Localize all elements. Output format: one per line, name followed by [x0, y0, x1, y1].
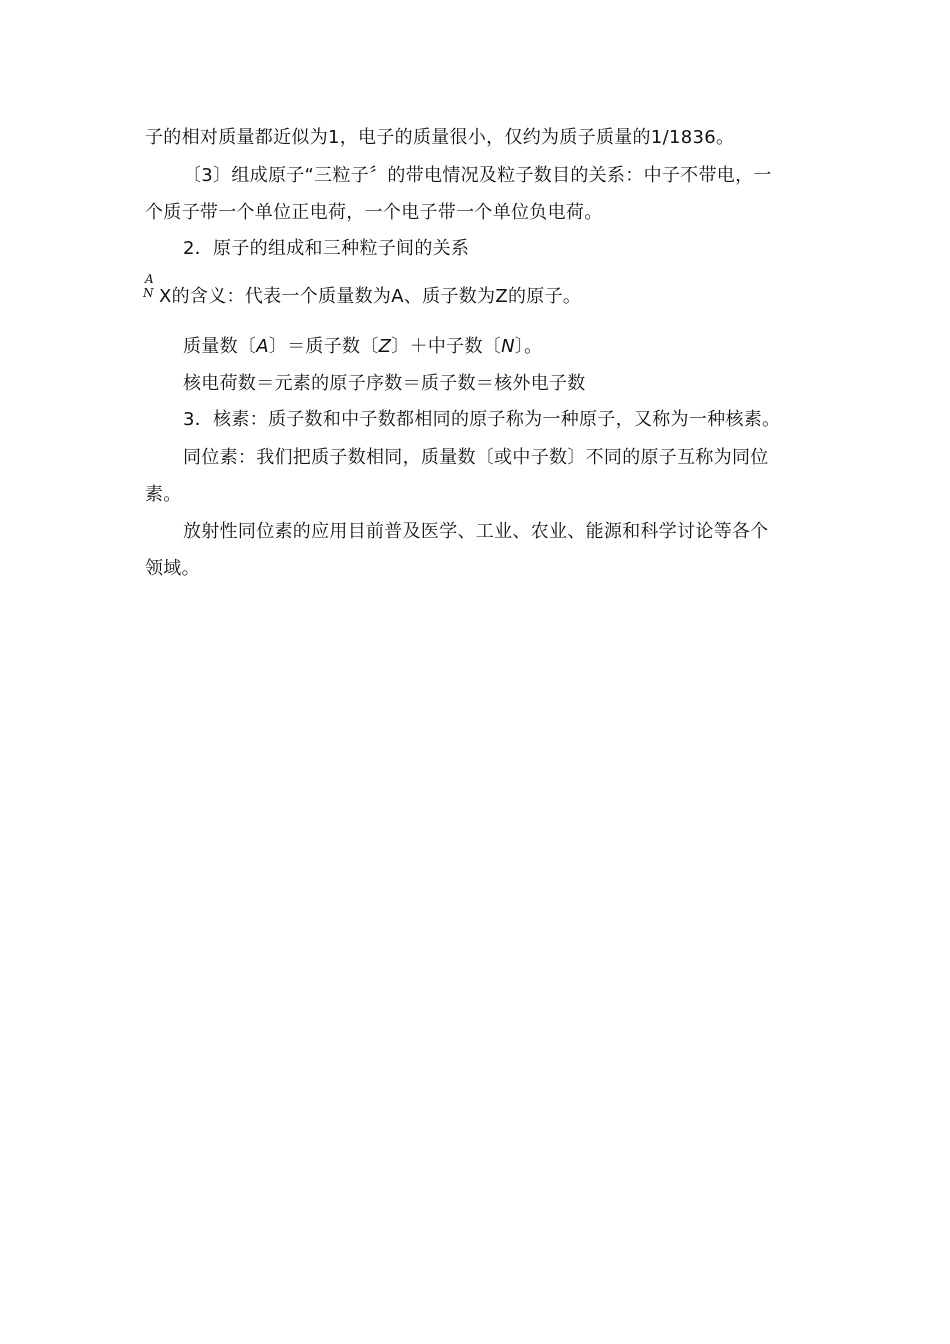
isotope-definition-line-2: 素。 [145, 484, 182, 505]
formula-symbol-a: A [256, 336, 269, 357]
radioactive-isotope-line-1: 放射性同位素的应用目前普及医学、工业、农业、能源和科学讨论等各个 [183, 521, 769, 542]
isotope-definition-line-1: 同位素：我们把质子数相同，质量数〔或中子数〕不同的原子互称为同位 [183, 447, 769, 468]
paragraph-line-3: 个质子带一个单位正电荷，一个电子带一个单位负电荷。 [145, 202, 603, 223]
nuclide-notation [143, 273, 159, 303]
nuclear-charge-equation: 核电荷数＝元素的原子序数＝质子数＝核外电子数 [183, 373, 586, 394]
formula-symbol-n: N [501, 336, 515, 357]
formula-part-mass-number: 质量数〔 [183, 336, 257, 357]
paragraph-line-2: 〔3〕组成原子“三粒子〞的带电情况及粒子数目的关系：中子不带电，一 [183, 165, 772, 186]
formula-part-neutron-number: 〕＋中子数〔 [391, 336, 502, 357]
nuclide-meaning-line: X的含义：代表一个质量数为A、质子数为Z的原子。 [159, 286, 582, 307]
formula-part-end: 〕。 [514, 336, 543, 357]
mass-number-formula [183, 335, 542, 359]
formula-part-proton-number: 〕＝质子数〔 [268, 336, 379, 357]
section-heading-2: 2．原子的组成和三种粒子间的关系 [183, 238, 470, 259]
radioactive-isotope-line-2: 领域。 [145, 558, 200, 579]
paragraph-line-1: 子的相对质量都近似为1，电子的质量很小，仅约为质子质量的1/1836。 [145, 127, 735, 148]
formula-symbol-z: Z [378, 336, 392, 357]
section-heading-3-nuclide: 3．核素：质子数和中子数都相同的原子称为一种原子，又称为一种核素。 [183, 409, 781, 430]
nuclide-mass-number: A [145, 272, 154, 286]
nuclide-subscript: N [143, 286, 154, 300]
